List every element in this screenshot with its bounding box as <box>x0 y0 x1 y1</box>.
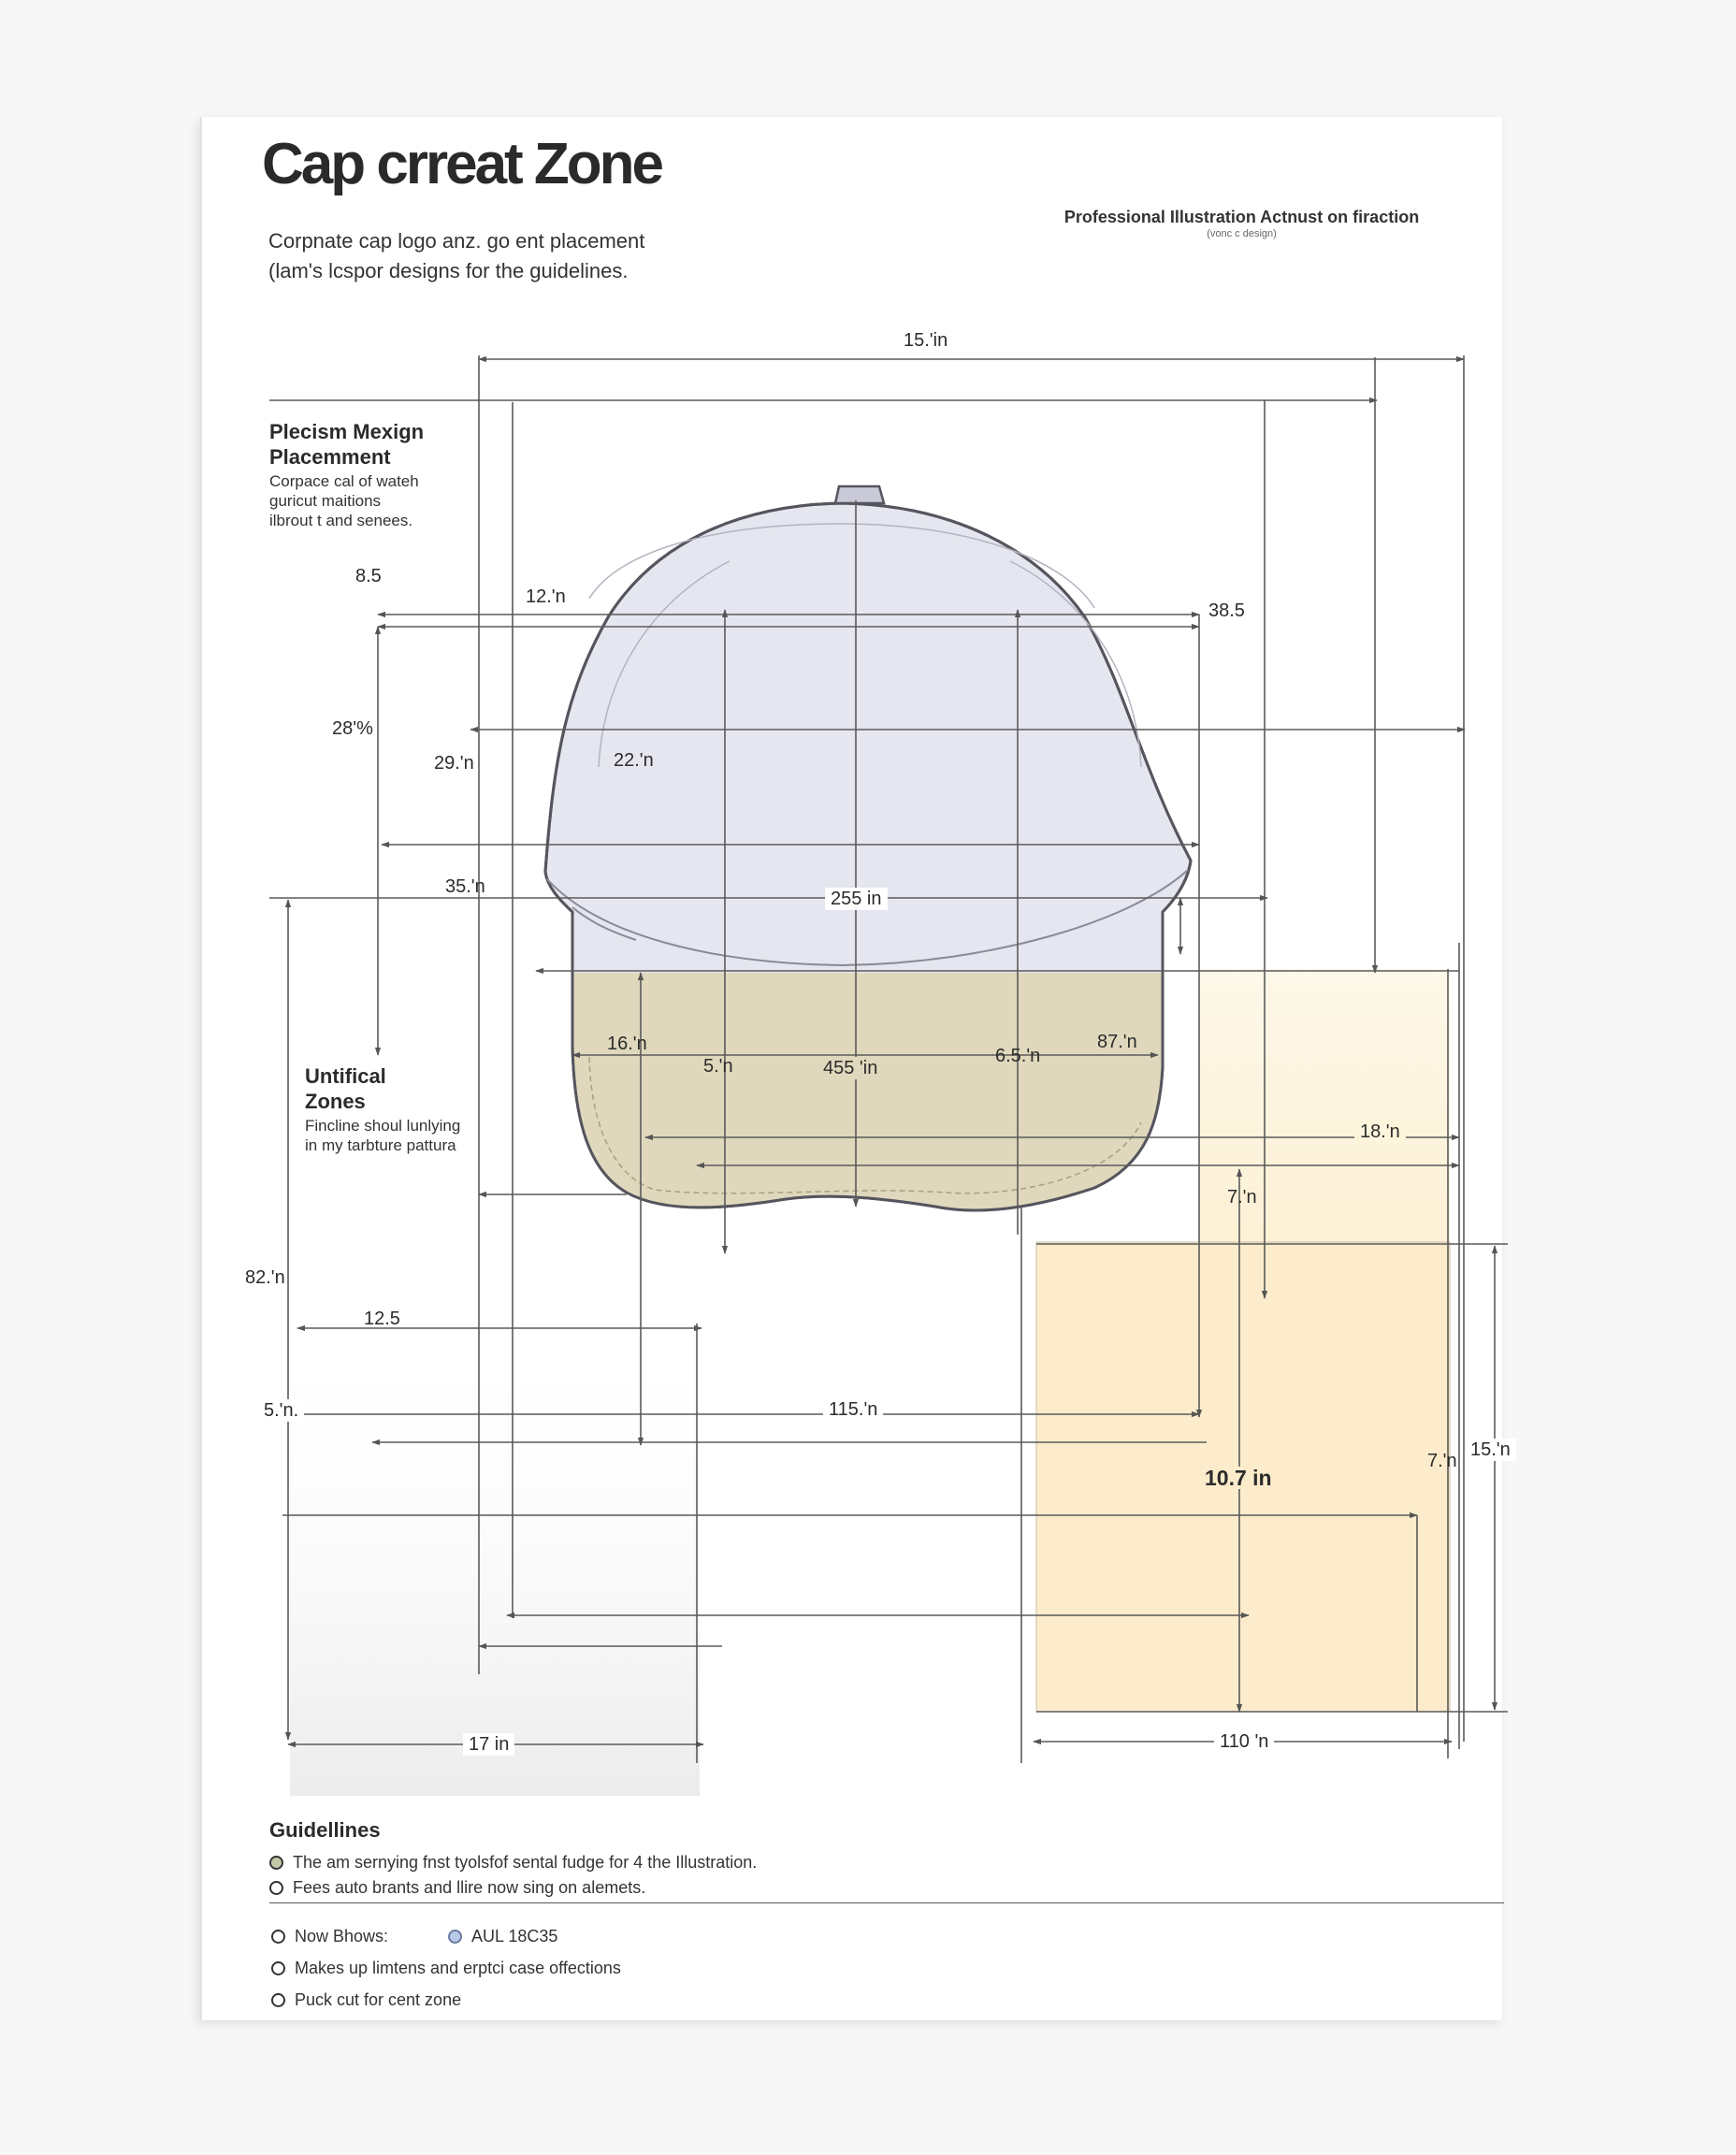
legend-now-bhows: Now Bhows: <box>295 1926 389 1945</box>
legend-item <box>271 1984 621 2016</box>
zones-body-line: Fincline shoul lunlying <box>305 1117 461 1135</box>
dim-label-82: 82.'n <box>245 1267 285 1288</box>
dim-label-10-7: 10.7 in <box>1199 1467 1278 1489</box>
legend-item <box>271 1952 621 1984</box>
filled-bullet-icon <box>269 1856 283 1870</box>
dim-label-115: 115.'n <box>823 1398 883 1421</box>
guideline-text: Fees auto brants and llire now sing on alemets. <box>293 1878 646 1897</box>
badge-subtitle: (vonc c design) <box>1207 228 1277 239</box>
placement-body-line: ilbrout t and senees. <box>269 512 413 529</box>
zones-heading-line: Zones <box>305 1090 366 1113</box>
circle-bullet-icon <box>271 1930 285 1944</box>
guidelines-divider <box>269 1902 1504 1903</box>
cap-front-panel <box>524 973 1197 1253</box>
page-subtitle <box>268 226 755 286</box>
dim-label-12: 12.'n <box>526 586 566 607</box>
circle-bullet-icon <box>271 1993 285 2007</box>
dim-label-5a: 5.'n <box>703 1056 733 1077</box>
dim-label-110: 110 'n <box>1214 1730 1274 1753</box>
legend-text: Puck cut for cent zone <box>295 1989 462 2009</box>
dim-label-7b: 7.'n <box>1427 1451 1457 1471</box>
cap-illustration <box>524 486 1197 1253</box>
dim-label-17: 17 in <box>463 1733 514 1756</box>
dim-label-455: 455 'in <box>817 1057 883 1079</box>
dim-label-28: 28'% <box>332 718 373 739</box>
dim-label-22: 22.'n <box>614 750 654 771</box>
badge-title: Professional Illustration Actnust on firaction <box>1063 208 1420 226</box>
page-title: Cap crreat Zone <box>262 132 662 196</box>
dim-label-38-5: 38.5 <box>1208 600 1245 621</box>
placement-section <box>269 419 424 530</box>
placement-heading-line: Placemment <box>269 445 391 469</box>
circle-bullet-icon <box>271 1961 285 1975</box>
guidelines-section <box>269 1818 757 1901</box>
dim-label-12-5: 12.5 <box>364 1309 400 1329</box>
dim-label-6-5: 6.5.'n <box>995 1046 1041 1066</box>
guideline-item <box>269 1850 757 1875</box>
legend-row-now-bhows <box>271 1920 621 1952</box>
illustration-badge <box>1029 208 1454 239</box>
dim-label-top-width: 15.'in <box>898 329 953 352</box>
placement-heading-line: Plecism Mexign <box>269 420 425 443</box>
dim-label-5b: 5.'n. <box>258 1399 304 1422</box>
guideline-text: The am sernying fnst tyolsfof sental fudge for 4 the Illustration. <box>293 1853 758 1872</box>
legend-text: Makes up limtens and erptci case offections <box>295 1958 621 1977</box>
subtitle-line: Corpnate cap logo anz. go ent placement <box>268 229 645 253</box>
dim-label-8-5: 8.5 <box>355 566 382 586</box>
zones-heading-line: Untifical <box>305 1064 386 1088</box>
dim-label-29: 29.'n <box>434 753 474 774</box>
dim-label-15: 15.'n <box>1465 1439 1516 1461</box>
subtitle-line: (lam's lcspor designs for the guidelines. <box>268 259 629 282</box>
dim-label-16: 16.'n <box>607 1034 647 1054</box>
circle-bullet-icon <box>269 1881 283 1895</box>
dim-label-35: 35.'n <box>445 876 485 897</box>
dim-label-18: 18.'n <box>1354 1121 1406 1143</box>
guidelines-heading: Guidellines <box>269 1818 381 1842</box>
zones-body-line: in my tarbture pattura <box>305 1136 456 1154</box>
legend-list <box>271 1920 621 2016</box>
dim-label-255: 255 in <box>825 888 888 910</box>
blue-swatch-icon <box>448 1930 462 1944</box>
guideline-item <box>269 1875 757 1901</box>
placement-zone-grey <box>290 1319 700 1796</box>
legend-code: AUL 18C35 <box>471 1926 558 1945</box>
cap-button <box>835 486 884 503</box>
placement-body-line: Corpace cal of wateh <box>269 472 419 490</box>
placement-body-line: guricut maitions <box>269 492 382 510</box>
dim-label-87: 87.'n <box>1097 1032 1137 1052</box>
dim-label-7a: 7.'n <box>1227 1187 1257 1208</box>
zones-section <box>305 1063 460 1155</box>
